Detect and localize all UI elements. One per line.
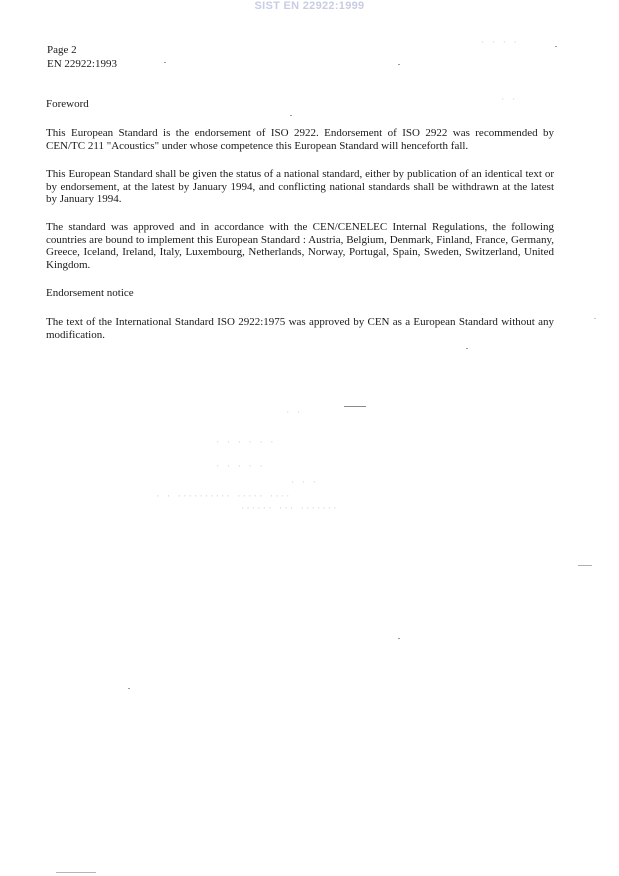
foreword-paragraph-1: This European Standard is the endorsement of ISO 2922. Endorsement of ISO 2922 was recommended by CEN/TC 211 "Acoustics" under whose competence this European Standard will henceforth fall. [46, 127, 554, 152]
bleed-through-mark: · · · [290, 478, 318, 488]
scan-dot [594, 318, 596, 319]
bleed-through-mark: ······ ··· ······· [240, 504, 338, 514]
bleed-through-mark: · · [285, 408, 302, 418]
scan-line [344, 406, 366, 407]
page-number: Page 2 [47, 44, 77, 56]
bleed-through-mark: · · [500, 95, 517, 105]
scan-dot [466, 348, 468, 349]
endorsement-paragraph: The text of the International Standard ISO 2922:1975 was approved by CEN as a European Standard without any modification. [46, 316, 554, 341]
scan-line [578, 565, 592, 566]
scan-dot [290, 115, 292, 116]
endorsement-heading: Endorsement notice [46, 287, 134, 299]
foreword-heading: Foreword [46, 98, 89, 110]
bleed-through-mark: · · · · · [215, 462, 264, 472]
page-header [47, 43, 117, 71]
scan-line [56, 872, 96, 873]
scan-dot [164, 62, 166, 63]
scan-dot [555, 46, 557, 47]
foreword-paragraph-2: This European Standard shall be given the status of a national standard, either by publication of an identical text or by endorsement, at the latest by January 1994, and conflicting national standards shall be withdrawn at the latest by January 1994. [46, 168, 554, 205]
scan-dot [128, 688, 130, 689]
document-number: EN 22922:1993 [47, 58, 117, 70]
scan-dot [398, 638, 400, 639]
bleed-through-mark: · · ·········· ····· ···· [155, 492, 291, 502]
scan-dot [398, 64, 400, 65]
watermark: SIST EN 22922:1999 [254, 0, 365, 12]
bleed-through-mark: · · · · · · [215, 438, 275, 448]
foreword-paragraph-3: The standard was approved and in accordance with the CEN/CENELEC Internal Regulations, the following countries are bound to implement this European Standard : Austria, Belgium, Denmark, Finland, France, Germany, Greece, Iceland, Ireland, Italy, Luxembourg, Netherlands, Norway, Portugal, Spain, Sweden, Switzerland, United Kingdom. [46, 221, 554, 271]
bleed-through-mark: · · · · [480, 38, 518, 48]
